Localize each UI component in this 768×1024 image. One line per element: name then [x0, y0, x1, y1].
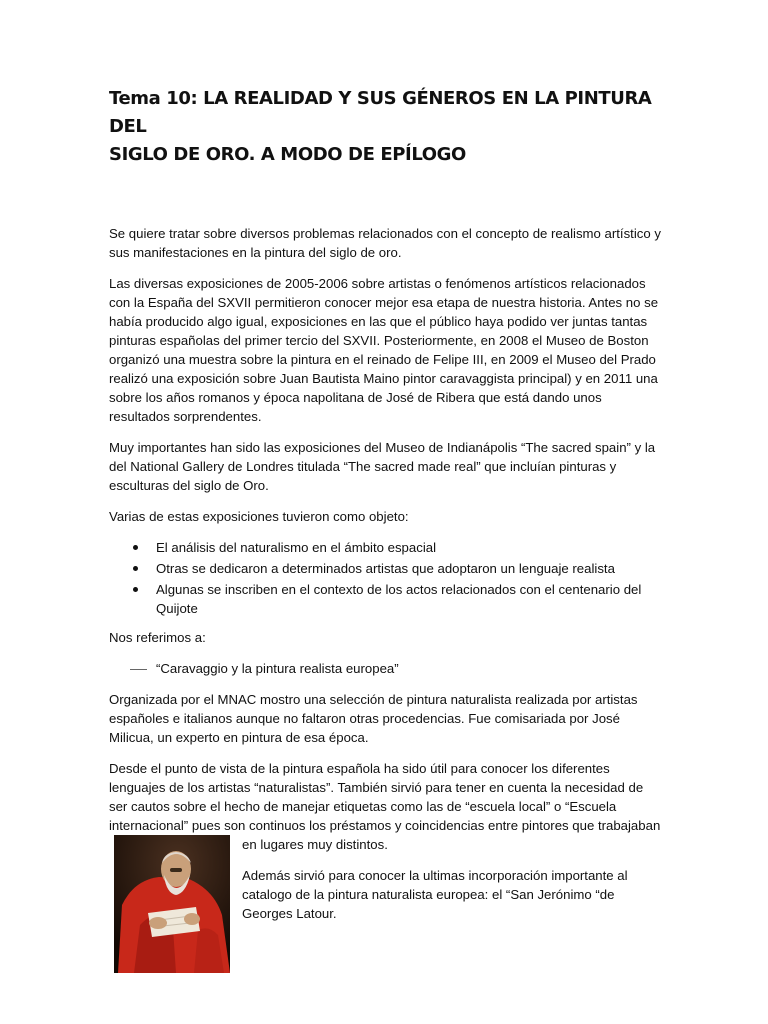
dash-item-text: “Caravaggio y la pintura realista europea” [156, 661, 399, 676]
paragraph-final: Además sirvió para conocer la ultimas incorporación importante al catalogo de la pintura naturalista europea: el “San Jerónimo “de Georges Latour. [242, 868, 628, 921]
list-item [109, 559, 661, 578]
title-line-2: SIGLO DE ORO. A MODO DE EPÍLOGO [109, 144, 466, 165]
document-body [109, 224, 661, 923]
bullet-text: El análisis del naturalismo en el ámbito espacial [156, 540, 437, 555]
paragraph-intro: Se quiere tratar sobre diversos problemas relacionados con el concepto de realismo artístico y sus manifestaciones en la pintura del siglo de oro. [109, 226, 661, 260]
paragraph-mnac: Organizada por el MNAC mostro una selección de pintura naturalista realizada por artistas españoles e italianos aunque no faltaron otras procedencias. Fue comisariada por José Milicua, un experto en pintura de esa época. [109, 692, 638, 745]
document-title [109, 85, 661, 169]
bullet-icon [133, 587, 138, 592]
figure-section [109, 835, 661, 923]
paragraph-viewpoint-end: en lugares muy distintos. [242, 837, 388, 852]
list-item [109, 580, 661, 618]
painting-image [114, 835, 230, 973]
paragraph-objective: Varias de estas exposiciones tuvieron como objeto: [109, 509, 409, 524]
dash-list-item [109, 659, 661, 678]
paragraph-indianapolis: Muy importantes han sido las exposiciones del Museo de Indianápolis “The sacred spain” y la del National Gallery de Londres titulada “The sacred made real” que incluían pinturas y esculturas del siglo de Oro. [109, 440, 656, 493]
bullet-icon [133, 545, 138, 550]
bullet-list [109, 538, 661, 618]
bullet-text: Algunas se inscriben en el contexto de los actos relacionados con el centenario del Quijote [156, 582, 642, 616]
title-line-1: Tema 10: LA REALIDAD Y SUS GÉNEROS EN LA PINTURA DEL [109, 88, 652, 137]
paragraph-exhibitions: Las diversas exposiciones de 2005-2006 sobre artistas o fenómenos artísticos relacionados con la España del SXVII permitieron conocer mejor esa etapa de nuestra historia. Antes no se había producido algo igual, exposiciones en las que el público haya podido ver juntas tantas pinturas españolas del primer tercio del SXVII. Posteriormente, en 2008 el Museo de Boston organizó una muestra sobre la pintura en el reinado de Felipe III, en 2009 el Museo del Prado realizó una exposición sobre Juan Bautista Maino pintor caravaggista principal) y en 2011 una sobre los años romanos y época napolitana de José de Ribera que está dando unos resultados sorprendentes. [109, 276, 659, 424]
document-page [109, 85, 661, 973]
dash-icon [130, 669, 147, 670]
list-item [109, 538, 661, 557]
bullet-text: Otras se dedicaron a determinados artistas que adoptaron un lenguaje realista [156, 561, 615, 576]
san-jeronimo-painting [114, 835, 230, 973]
paragraph-refer: Nos referimos a: [109, 630, 206, 645]
bullet-icon [133, 566, 138, 571]
paragraph-viewpoint: Desde el punto de vista de la pintura española ha sido útil para conocer los diferentes lenguajes de los artistas “naturalistas”. También sirvió para tener en cuenta la necesidad de ser cautos sobre el hecho de manejar etiquetas como las de “escuela local” o “Escuela internacional” pues son continuos los préstamos y coincidencias entre pintores que trabajaban [109, 761, 661, 833]
